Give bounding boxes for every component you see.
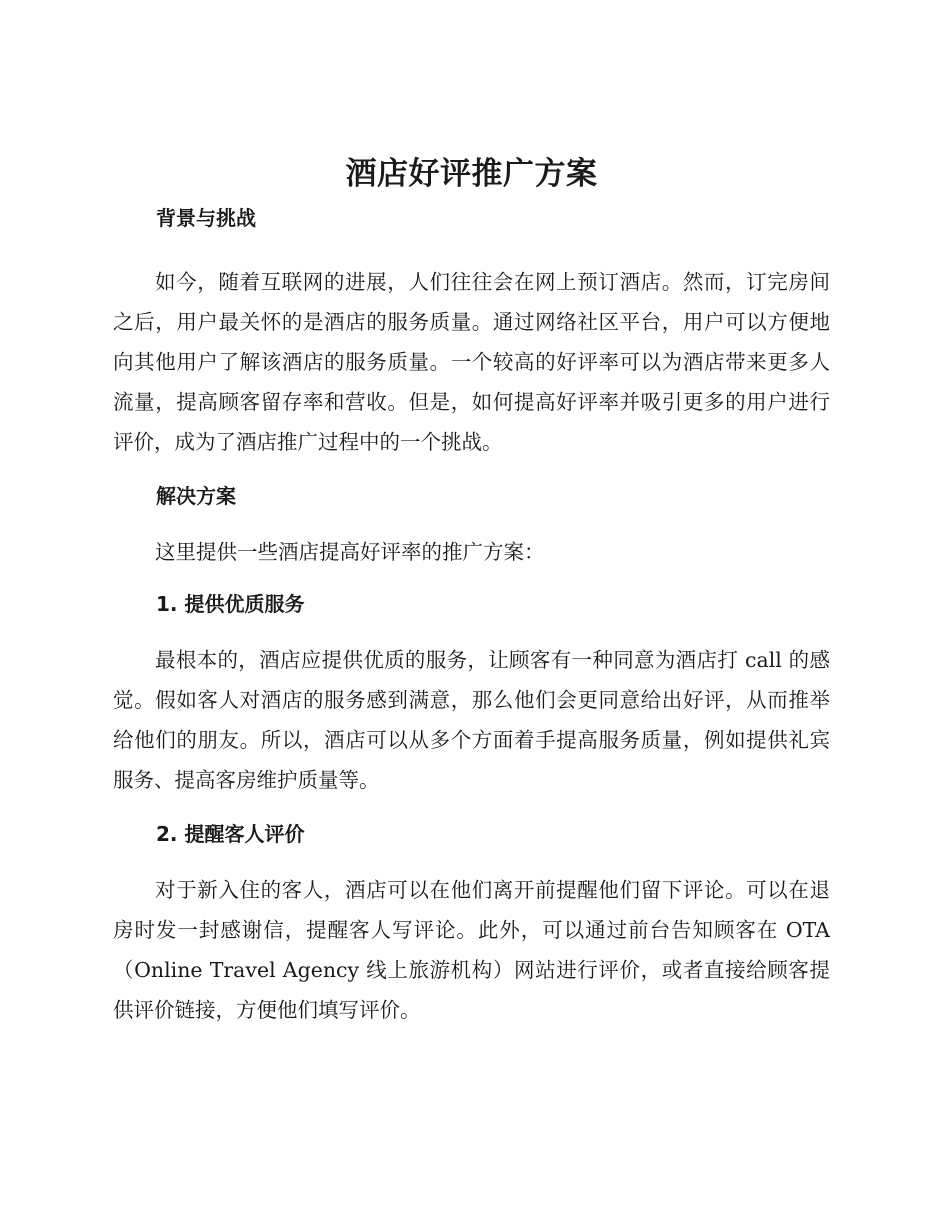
section-paragraph-solution: 这里提供一些酒店提高好评率的推广方案： — [155, 540, 545, 564]
section-paragraph-background: 如今，随着互联网的进展，人们往往会在网上预订酒店。然而，订完房间之后，用户最关怀的是酒店的服务质量。通过网络社区平台，用户可以方便地向其他用户了解该酒店的服务质量。一个较高的好评率可以为酒店带来更多人流量，提高顾客留存率和营收。但是，如何提高好评率并吸引更多的用户进行评价，成为了酒店推广过程中的一个挑战。 — [113, 270, 830, 454]
section-heading-remind-guests: 2. 提醒客人评价 — [156, 822, 305, 846]
section-paragraph-remind-guests: 对于新入住的客人，酒店可以在他们离开前提醒他们留下评论。可以在退房时发一封感谢信，提醒客人写评论。此外，可以通过前台告知顾客在 OTA（Online Travel Agency 线上旅游机构）网站进行评价，或者直接给顾客提供评价链接，方便他们填写评价。 — [113, 878, 830, 1022]
section-paragraph-quality-service: 最根本的，酒店应提供优质的服务，让顾客有一种同意为酒店打 call 的感觉。假如客人对酒店的服务感到满意，那么他们会更同意给出好评，从而推举给他们的朋友。所以，酒店可以从多个方面着手提高服务质量，例如提供礼宾服务、提高客房维护质量等。 — [113, 648, 830, 792]
section-heading-background: 背景与挑战 — [156, 206, 256, 230]
document-page — [113, 148, 830, 1030]
document-title: 酒店好评推广方案 — [345, 156, 598, 192]
section-heading-quality-service: 1. 提供优质服务 — [156, 592, 305, 616]
section-heading-solution: 解决方案 — [156, 484, 236, 508]
